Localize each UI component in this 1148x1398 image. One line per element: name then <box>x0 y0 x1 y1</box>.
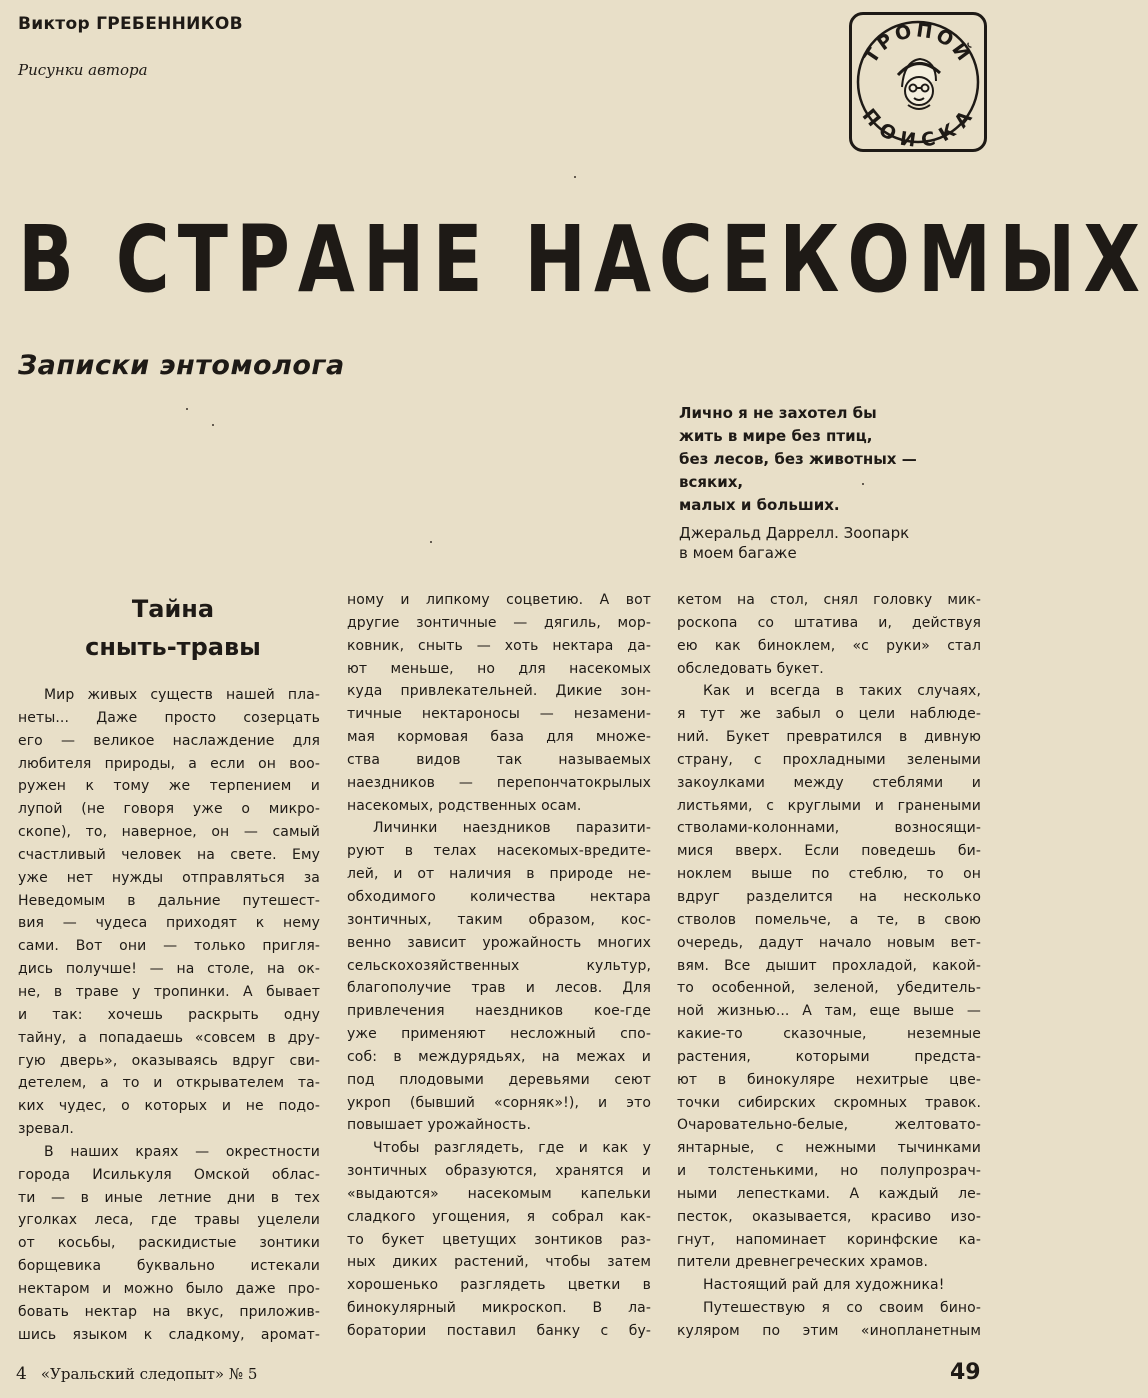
speck <box>574 176 576 178</box>
text-line: роскопа со штатива и, действуя <box>677 614 981 631</box>
text-line: я тут же забыл о цели наблюде- <box>677 706 981 723</box>
text-line: наездников — перепончатокрылых <box>347 774 651 791</box>
text-line: Чтобы разглядеть, где и как у <box>373 1140 651 1157</box>
text-line: обходимого количества нектара <box>347 888 651 905</box>
text-line: мая кормовая база для множе- <box>347 729 651 746</box>
text-line: страну, с прохладными зелеными <box>677 751 981 768</box>
text-line: уголках леса, где травы уцелели <box>18 1212 320 1229</box>
text-line: какие-то сказочные, неземные <box>677 1026 981 1043</box>
text-line: точки сибирских скромных травок. <box>677 1094 981 1111</box>
text-line: уже нет нужды отправляться за <box>18 869 320 886</box>
text-line: дись получше! — на столе, на ок- <box>18 961 320 978</box>
text-line: скопе), то, наверное, он — самый <box>18 824 320 841</box>
text-line: хорошенько разглядеть цветки в <box>347 1277 651 1294</box>
speck <box>430 541 432 543</box>
text-line: растения, которыми предста- <box>677 1048 981 1065</box>
text-line: неты... Даже просто созерцать <box>18 709 320 726</box>
text-line: благополучие трав и лесов. Для <box>347 980 651 997</box>
text-line: пители древнегреческих храмов. <box>677 1254 929 1271</box>
text-line: гую дверь», оказываясь вдруг сви- <box>18 1052 320 1069</box>
text-line: вям. Все дышит прохладой, какой- <box>677 957 981 974</box>
page-number-left: 4 <box>16 1364 27 1384</box>
section-heading-line: сныть-травы <box>85 633 261 661</box>
epigraph-source <box>679 523 989 563</box>
text-line: укроп (бывший «сорняк»!), и это <box>347 1094 651 1111</box>
text-line: под плодовыми деревьями сеют <box>347 1071 651 1088</box>
text-line: закоулками между стеблями и <box>677 774 981 791</box>
footer-left <box>16 1364 257 1384</box>
text-line: ружен к тому же терпением и <box>18 778 320 795</box>
text-line: города Исилькуля Омской облас- <box>18 1166 320 1183</box>
text-line: янтарные, с нежными тычинками <box>677 1140 981 1157</box>
text-line: ют в бинокуляре нехитрые цве- <box>677 1071 981 1088</box>
text-line: не, в траве у тропинки. А бывает <box>18 983 320 1000</box>
text-line: от косьбы, раскидистые зонтики <box>18 1235 320 1252</box>
svg-text:ПОИСКА <box>858 105 979 149</box>
text-line: шись языком к сладкому, аромат- <box>18 1326 320 1343</box>
text-line: тичные нектароносы — незамени- <box>347 706 651 723</box>
text-line: и толстенькими, но полупрозрач- <box>677 1163 981 1180</box>
text-line: очередь, дадут начало новым вет- <box>677 934 981 951</box>
text-line: нектаром и можно было даже про- <box>18 1280 320 1297</box>
article-subtitle: Записки энтомолога <box>18 350 345 381</box>
epigraph <box>679 402 989 563</box>
speck <box>862 483 864 485</box>
text-line: зревал. <box>18 1121 74 1138</box>
text-line: «выдаются» насекомым капельки <box>347 1185 651 1202</box>
stamp-emblem <box>852 15 984 149</box>
text-line: Неведомым в дальние путешест- <box>18 892 320 909</box>
article-title: В СТРАНЕ НАСЕКОМЫХ <box>18 206 1148 313</box>
epigraph-line: жить в мире без птиц, <box>679 427 873 445</box>
text-line: руют в телах насекомых-вредите- <box>347 843 651 860</box>
text-line: листьями, с круглыми и гранеными <box>677 797 981 814</box>
text-line: куляром по этим «инопланетным <box>677 1323 981 1339</box>
section-heading <box>18 590 328 666</box>
text-line: ными лепестками. А каждый ле- <box>677 1185 981 1202</box>
text-line: ют меньше, но для насекомых <box>347 660 651 677</box>
text-line: куда привлекательней. Дикие зон- <box>347 683 651 700</box>
text-line: ной жизнью... А там, еще выше — <box>677 1003 981 1020</box>
text-line: ких чудес, о которых и не подо- <box>18 1098 320 1115</box>
epigraph-line: без лесов, без животных — <box>679 450 917 468</box>
text-line: ний. Букет превратился в дивную <box>677 729 981 746</box>
explorer-face-icon <box>898 59 940 109</box>
epigraph-source-line: Джеральд Даррелл. Зоопарк <box>679 524 910 542</box>
text-line: то букет цветущих зонтиков раз- <box>347 1231 651 1248</box>
text-line: соб: в междурядьях, на межах и <box>347 1048 651 1065</box>
illustration-credit: Рисунки автора <box>18 61 148 79</box>
text-line: тайну, а попадаешь «совсем в дру- <box>18 1029 320 1046</box>
stamp-text-top: ТРОПОЙ <box>859 19 977 68</box>
text-line: ти — в иные летние дни в тех <box>18 1189 320 1206</box>
text-line: зонтичных, таким образом, кос- <box>347 911 651 928</box>
text-line: ных диких растений, чтобы затем <box>347 1254 651 1271</box>
epigraph-line: всяких, <box>679 473 744 491</box>
text-line: сельскохозяйственных культур, <box>347 957 651 974</box>
text-line: ею как биноклем, «с руки» стал <box>677 637 981 654</box>
epigraph-line: малых и больших. <box>679 496 840 514</box>
text-line: лупой (не говоря уже о микро- <box>18 801 320 818</box>
text-line: песток, оказывается, красиво изо- <box>677 1208 981 1225</box>
text-line: детелем, а то и открывателем та- <box>18 1075 320 1092</box>
text-line: Очаровательно-белые, желтовато- <box>677 1117 981 1134</box>
text-line: вдруг разделится на несколько <box>677 888 981 905</box>
text-line: бинокулярный микроскоп. В ла- <box>347 1300 651 1317</box>
text-line: Мир живых существ нашей пла- <box>44 687 320 703</box>
text-line: сами. Вот они — только пригля- <box>18 938 320 955</box>
epigraph-line: Лично я не захотел бы <box>679 404 877 422</box>
speck <box>212 424 214 426</box>
page-number-right: 49 <box>950 1360 981 1385</box>
text-column-2 <box>347 589 651 1343</box>
text-line: ства видов так называемых <box>347 751 651 768</box>
epigraph-source-line: в моем багаже <box>679 544 797 562</box>
text-line: кетом на стол, снял головку мик- <box>677 592 981 608</box>
text-line: обследовать букет. <box>677 660 824 677</box>
text-column-1 <box>18 684 320 1346</box>
text-column-3 <box>677 589 981 1343</box>
text-line: боратории поставил банку с бу- <box>347 1323 651 1339</box>
text-line: лей, и от наличия в природе не- <box>347 866 651 883</box>
text-line: вия — чудеса приходят к нему <box>18 915 320 932</box>
text-line: ковник, сныть — хоть нектара да- <box>347 637 651 654</box>
author-name: Виктор ГРЕБЕННИКОВ <box>18 14 243 34</box>
text-line: мися вверх. Если поведешь би- <box>677 843 981 860</box>
text-line: В наших краях — окрестности <box>44 1143 320 1160</box>
text-line: сладкого угощения, я собрал как- <box>347 1208 651 1225</box>
text-line: борщевика буквально истекали <box>18 1258 320 1275</box>
speck <box>186 408 188 410</box>
text-line: уже применяют несложный спо- <box>347 1026 651 1043</box>
text-line: его — великое наслаждение для <box>18 732 320 749</box>
text-line: насекомых, родственных осам. <box>347 797 582 814</box>
text-line: ноклем выше по стеблю, то он <box>677 866 981 883</box>
text-line: венно зависит урожайность многих <box>347 934 651 951</box>
stamp-text-bottom: ПОИСКА <box>857 104 979 149</box>
text-line: Путешествую я со своим бино- <box>703 1300 981 1317</box>
text-line: привлечения наездников кое-где <box>347 1003 651 1020</box>
text-line: то особенной, зеленой, убедитель- <box>677 980 981 997</box>
text-line: стволов помельче, а те, в свою <box>677 911 981 928</box>
text-line: и так: хочешь раскрыть одну <box>18 1006 320 1023</box>
text-line: бовать нектар на вкус, приложив- <box>18 1303 320 1320</box>
text-line: ному и липкому соцветию. А вот <box>347 592 651 608</box>
section-heading-line: Тайна <box>131 595 215 623</box>
text-line: любителя природы, а если он воо- <box>18 755 320 772</box>
text-line: Как и всегда в таких случаях, <box>703 683 981 700</box>
text-line: Настоящий рай для художника! <box>703 1277 945 1294</box>
text-line: Личинки наездников паразити- <box>373 820 651 837</box>
text-line: счастливый человек на свете. Ему <box>18 846 320 863</box>
text-line: гнут, напоминает коринфские ка- <box>677 1231 981 1248</box>
text-line: зонтичных образуются, хранятся и <box>347 1163 651 1180</box>
text-line: повышает урожайность. <box>347 1117 532 1134</box>
text-line: стволами-колоннами, возносящи- <box>677 820 981 837</box>
text-line: другие зонтичные — дягиль, мор- <box>347 614 651 631</box>
magazine-name: «Уральский следопыт» № 5 <box>40 1365 258 1383</box>
rubric-stamp <box>849 12 987 152</box>
